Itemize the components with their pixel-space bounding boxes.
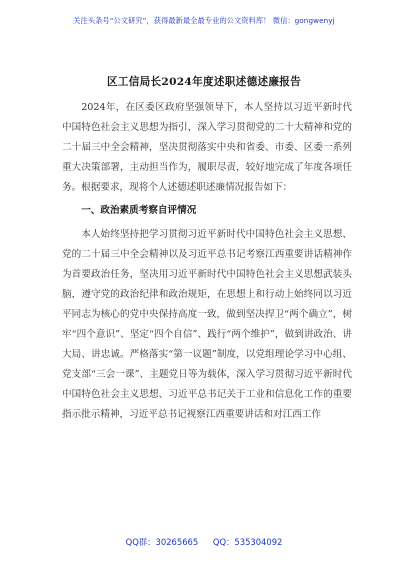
intro-paragraph: 2024年，在区委区政府坚强领导下，本人坚持以习近平新时代中国特色社会主义思想为指引，深入学习贯彻党的二十大精神和党的二十届三中全会精神，坚决贯彻落实中央和省委、市委、区委一系列重大决策部署，主动担当作为，履职尽责，较好地完成了年度各项任务。根据要求，现将个人述德述职述廉情况报告如下： bbox=[62, 102, 352, 194]
header-banner: 关注头条号“公文研究”，获得最新最全最专业的公文资料库！ 微信：gongwenyj bbox=[73, 16, 335, 25]
section-heading: 一、政治素质考察自评情况 bbox=[81, 205, 197, 217]
qq-group-text: QQ群：30265665 bbox=[125, 537, 199, 547]
section-paragraph: 本人始终坚持把学习贯彻习近平新时代中国特色社会主义思想、党的二十届三中全会精神以及习近平总书记考察江西重要讲话精神作为首要政治任务，坚决用习近平新时代中国特色社会主义思想武装头脑，遵守党的政治纪律和政治规矩，在思想上和行动上始终同以习近平同志为核心的党中央保持高度一致，做到坚决捍卫“两个确立”，树牢“四个意识”、坚定“四个自信”、践行“两个维护”，做到讲政治、讲大局、讲忠诚。严格落实“第一议题”制度，以党组理论学习中心组、党支部“三会一课”、主题党日等为载体，深入学习贯彻习近平新时代中国特色社会主义思想、习近平总书记关于工业和信息化工作的重要指示批示精神，习近平总书记视察江西重要讲话和对江西工作 bbox=[62, 228, 352, 421]
page-title: 区工信局长2024年度述职述德述廉报告 bbox=[106, 76, 302, 88]
footer-contact bbox=[0, 536, 408, 548]
qq-contact-text: QQ：535304092 bbox=[212, 537, 283, 547]
document-body bbox=[62, 98, 352, 426]
